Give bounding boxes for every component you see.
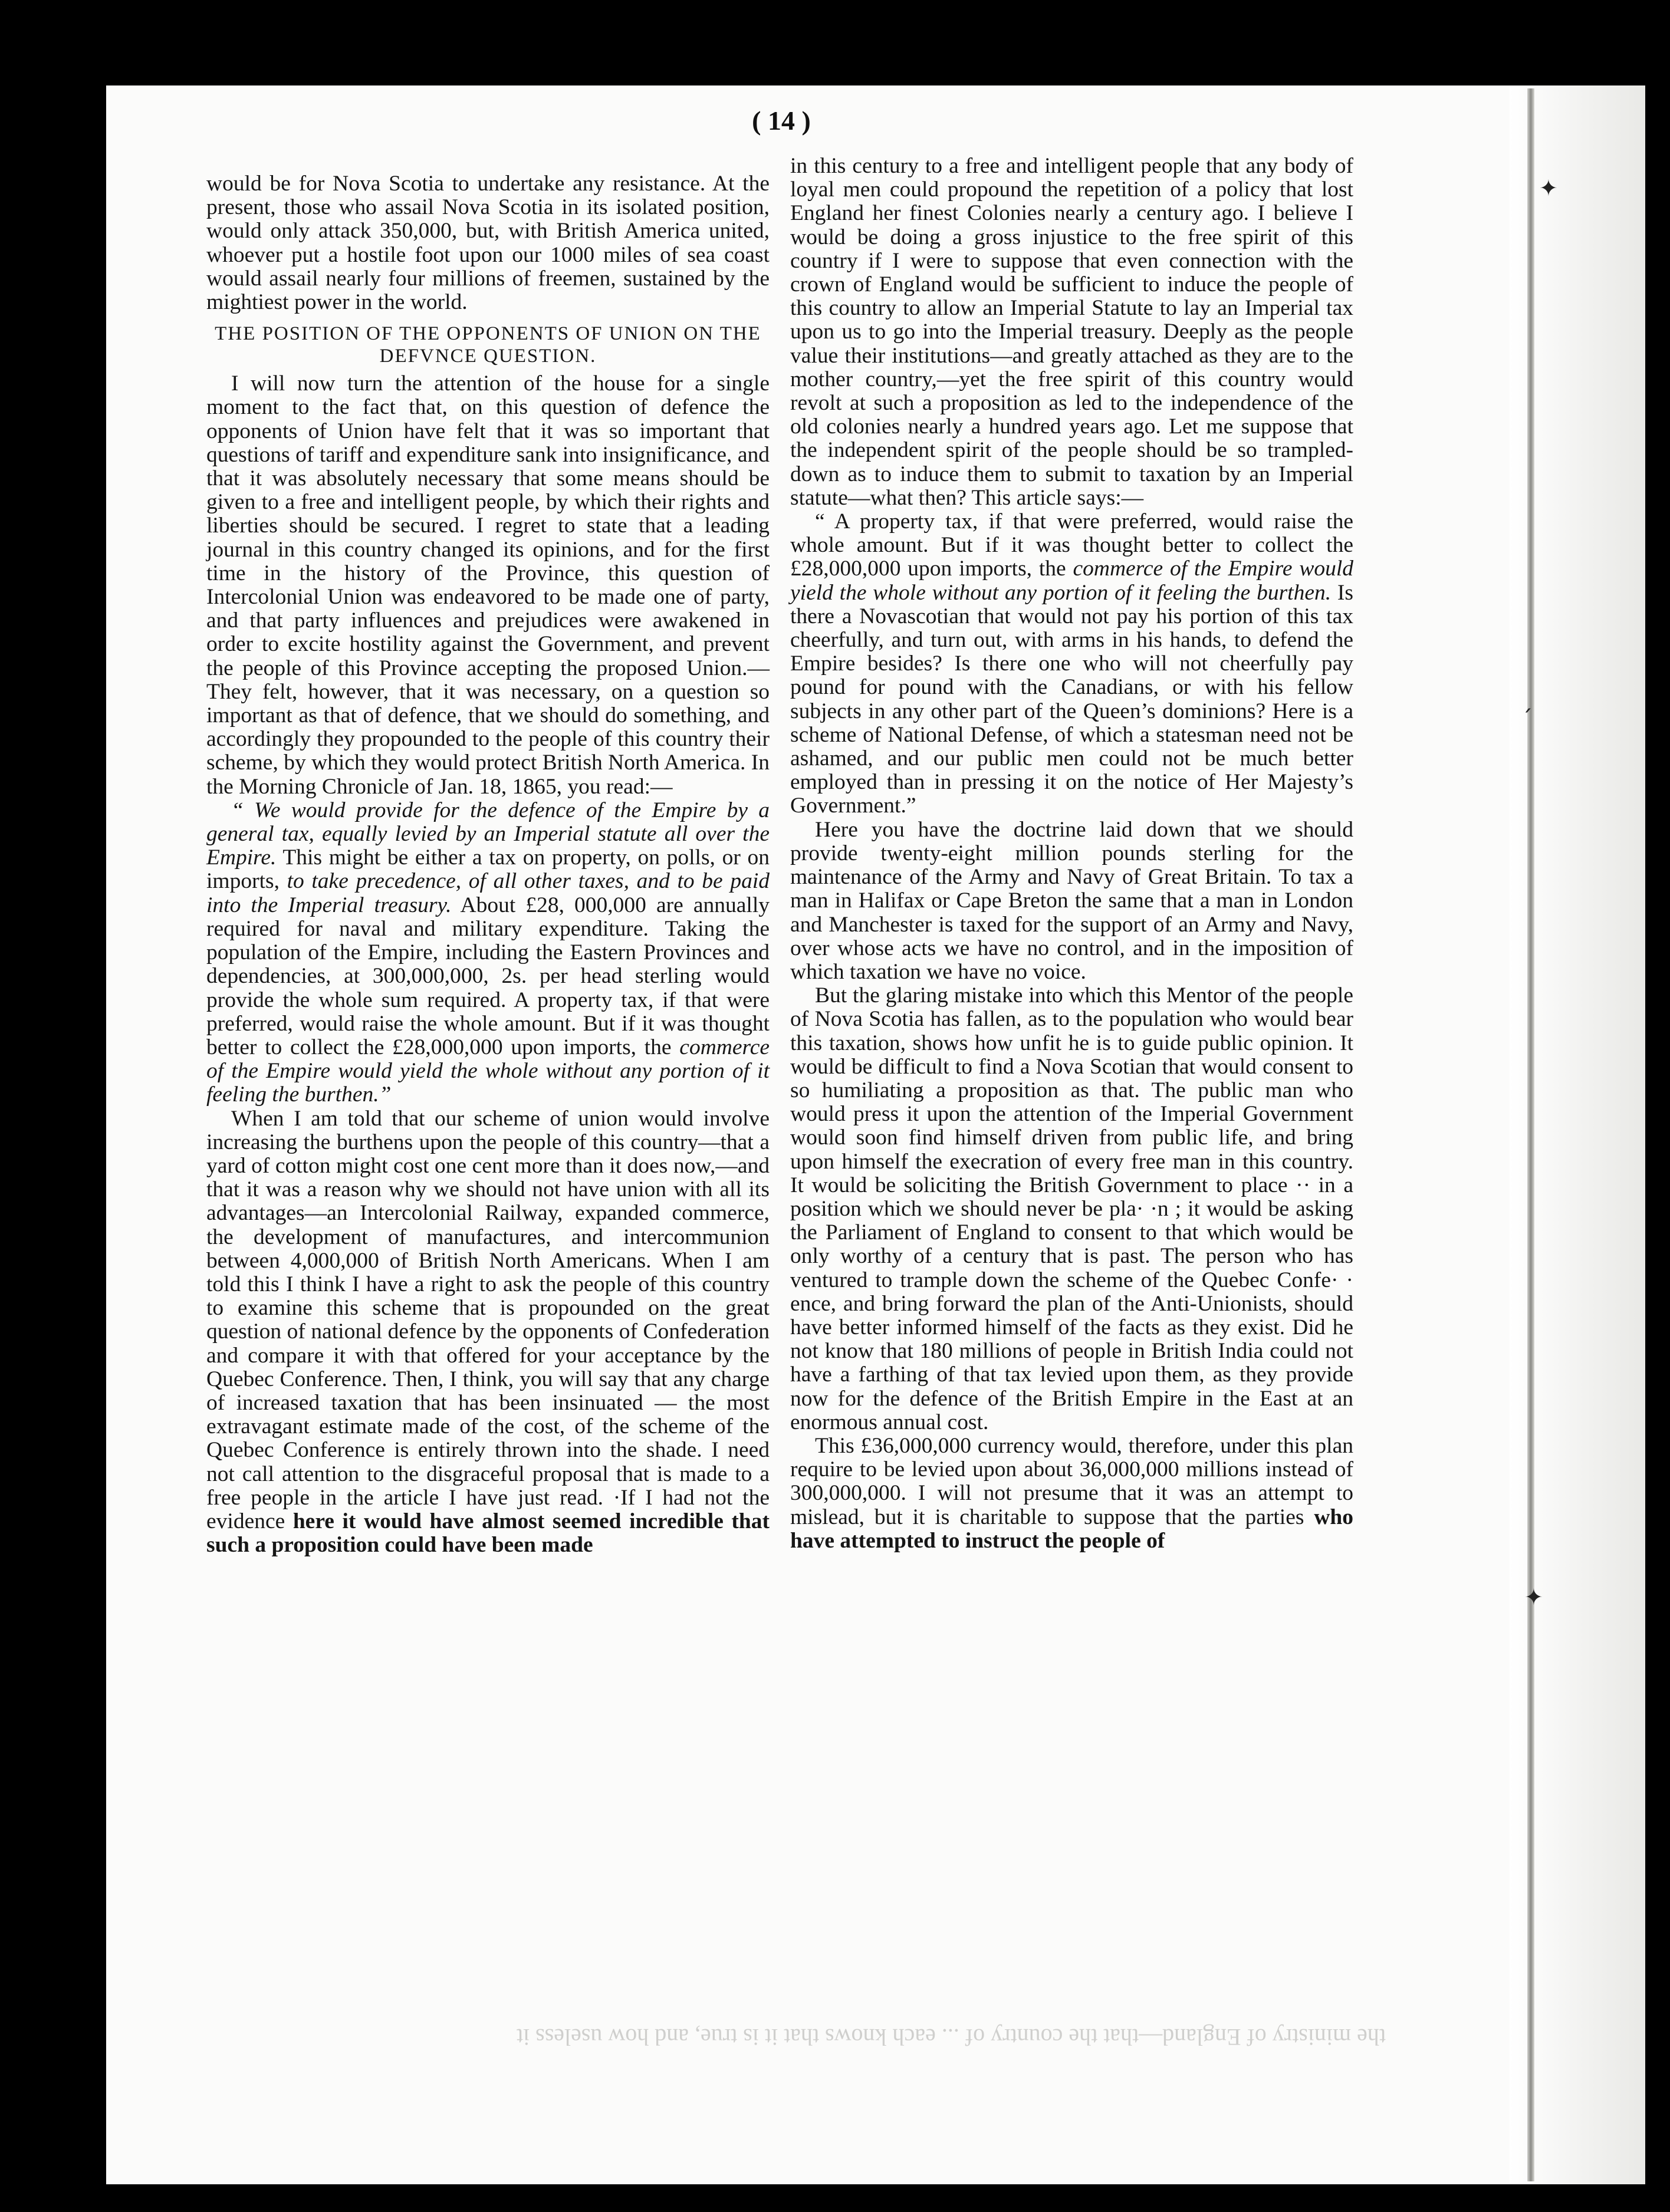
- page-number: ( 14 ): [752, 106, 811, 136]
- quoted-passage: [790, 510, 1353, 818]
- paragraph-bold-tail: here it would have almost seemed incredible that such a proposition could have been made: [206, 1509, 770, 1558]
- bleed-through-text: the ministry of England—that the country of ... each knows that it is true, and how useless it: [516, 2024, 1386, 2050]
- binding-tick-mark: ✦: [1539, 175, 1558, 201]
- paragraph: [206, 1107, 770, 1558]
- quote-italic: commerce of the Empire would yield the whole without any portion of it feeling the burthen.: [790, 557, 1354, 605]
- quote-text: This might be either a tax on property, on polls, or on imports,: [206, 845, 770, 894]
- binding-tick-mark: ✦: [1524, 1584, 1543, 1610]
- paragraph: [790, 1434, 1353, 1553]
- quoted-passage: [206, 799, 770, 1107]
- binding-tick-mark: ˊ: [1521, 706, 1533, 732]
- paragraph: would be for Nova Scotia to undertake any resistance. At the present, those who assail Nova Scotia in its isolated position, would only attack 350,000, but, with British America united, whoever put a hostile foot upon our 1000 miles of sea coast would assail nearly four millions of freemen, sustained by the mightiest power in the world.: [206, 172, 770, 315]
- left-text-column: [206, 172, 770, 1557]
- paragraph: Here you have the doctrine laid down that we should provide twenty-eight million pounds sterling for the maintenance of the Army and Navy of Great Britain. To tax a man in Halifax or Cape Breton the same that a man in London and Manchester is taxed for the support of an Army and Navy, over whose acts we have no control, and in the imposition of which taxation we have no voice.: [790, 817, 1353, 984]
- quote-text: Is there a Novascotian that would not pay his portion of this tax cheerfully, and turn out, with arms in his hands, to defend the Empire besides? Is there one who will not cheerfully pay pound for pound with the Canadians, or with his fellow subjects in any other part of the Queen’s dominions? Here is a scheme of National Defense, of which a statesman need not be ashamed, and our public men could not be much better employed than in pressing it on the notice of Her Majesty’s Government.”: [790, 580, 1353, 818]
- quote-italic: “ We would provide for the defence of the Empire by a general tax, equally levied by an Imperial statute all over the Empire.: [206, 798, 770, 870]
- quote-text: About £28, 000,000 are annually required for naval and military expenditure. Taking the population of the Empire, including the Eastern Provinces and dependencies, at 300,000,000, 2s. per head sterling would provide the whole sum required. A property tax, if that were preferred, would raise the whole amount. But if it was thought better to collect the £28,000,000 upon imports, the: [206, 893, 770, 1059]
- paragraph-text: When I am told that our scheme of union would involve increasing the burthens upon the people of this country—that a yard of cotton might cost one cent more than it does now,—and that it was a reason why we should not have union with all its advantages—an Intercolonial Railway, expanded commerce, the development of manufactures, and intercommunion between 4,000,000 of British North Americans. When I am told this I think I have a right to ask the people of this country to examine this scheme that is propounded on the great question of national defence by the opponents of Confederation and compare it with that offered for your acceptance by the Quebec Conference. Then, I think, you will say that any charge of increased taxation that has been insinuated — the most extravagant estimate made of the cost, of the scheme of the Quebec Conference is entirely thrown into the shade. I need not call attention to the disgraceful proposal that is made to a free people in the article I have just read. ·If I had not the evidence: [206, 1106, 770, 1533]
- binding-fold: [1527, 88, 1534, 2181]
- paragraph: But the glaring mistake into which this Mentor of the people of Nova Scotia has fallen, as to the population who would bear this taxation, shows how unfit he is to guide public opinion. It would be difficult to find a Nova Scotian that would consent to so humiliating a proposition as that. The public man who would press it upon the attention of the Imperial Government would soon find himself driven from public life, and bring upon himself the execration of every free man in this country. It would be soliciting the British Government to place ·· in a position which we should never be pla· ·n ; it would be asking the Parliament of England to consent to that which would be only worthy of a century that is past. The person who has ventured to trample down the scheme of the Quebec Confe· · ence, and bring forward the plan of the Anti-Unionists, should have better informed himself of the facts as they exist. Did he not know that 180 millions of people in British India could not have a farthing of that tax levied upon them, as they provide now for the defence of the British Empire in the East at an enormous annual cost.: [790, 983, 1353, 1434]
- quote-italic: commerce of the Empire would yield the whole without any portion of it feeling the burthen.”: [206, 1035, 770, 1107]
- paragraph: I will now turn the attention of the house for a single moment to the fact that, on this question of defence the opponents of Union have felt that it was so important that questions of tariff and expenditure sank into insignificance, and that it was absolutely necessary that some means should be given to a free and intelligent people, by which their rights and liberties should be secured. I regret to state that a leading journal in this country changed its opinions, and for the first time in the history of the Province, this question of Intercolonial Union was endeavored to be made one of party, and that party influences and prejudices were awakened in order to excite hostility against the Government, and prevent the people of this Province accepting the proposed Union.—They felt, however, that it was necessary, on a question so important as that of defence, that we should do something, and accordingly they propounded to the people of this country their scheme, by which they would protect British North America. In the Morning Chronicle of Jan. 18, 1865, you read:—: [206, 371, 770, 799]
- right-text-column: [790, 154, 1353, 1553]
- quote-italic: to take precedence, of all other taxes, and to be paid into the Imperial treasury.: [206, 869, 770, 917]
- paragraph: in this century to a free and intelligent people that any body of loyal men could propound the repetition of a policy that lost England her finest Colonies nearly a century ago. I believe I would be doing a gross injustice to the free spirit of this country if I were to suppose that even connection with the crown of England would be sufficient to induce the people of this country to allow an Imperial Statute to lay an Imperial tax upon us to go into the Imperial treasury. Deeply as the people value their institutions—and greatly attached as they are to the mother country,—yet the free spirit of this country would revolt at such a proposition as led to the independence of the old colonies nearly a hundred years ago. Let me suppose that the independent spirit of the people should be so trampled-down as to induce them to submit to taxation by an Imperial statute—what then? This article says:—: [790, 154, 1353, 510]
- paragraph-bold-tail: who have attempted to instruct the people of: [790, 1505, 1353, 1553]
- paragraph-text: This £36,000,000 currency would, therefore, under this plan require to be levied upon about 36,000,000 millions instead of 300,000,000. I will not presume that it was an attempt to mislead, but it is charitable to suppose that the parties: [790, 1433, 1353, 1529]
- section-heading: THE POSITION OF THE OPPONENTS OF UNION ON THE DEFVNCE QUESTION.: [215, 323, 761, 367]
- quote-text: “ A property tax, if that were preferred, would raise the whole amount. But if it was thought better to collect the £28,000,000 upon imports, the: [790, 509, 1353, 581]
